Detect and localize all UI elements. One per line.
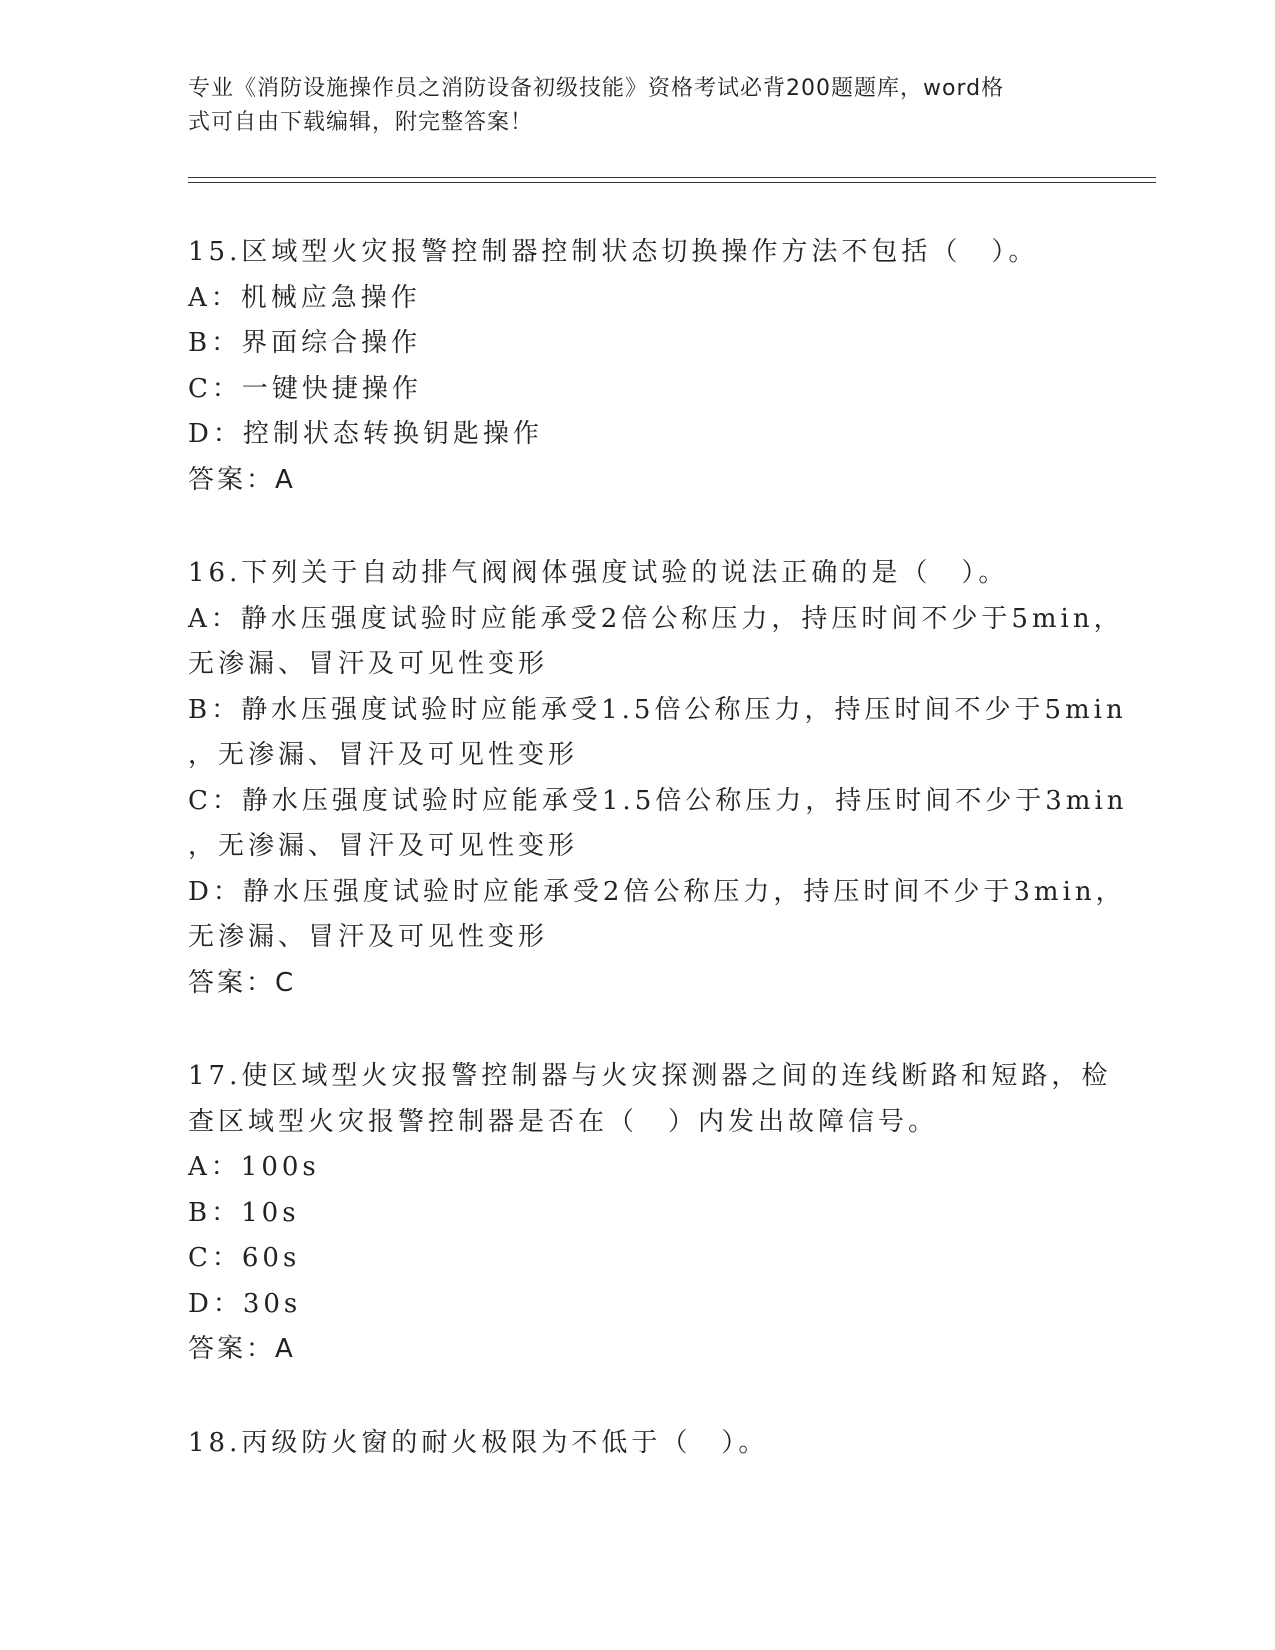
question-16 (188, 551, 1128, 1006)
option-b: B：静水压强度试验时应能承受1.5倍公称压力，持压时间不少于5min (188, 694, 1127, 725)
option-d-continued: 无渗漏、冒汗及可见性变形 (188, 922, 549, 952)
header-line-1: 专业《消防设施操作员之消防设备初级技能》资格考试必背200题题库，word格 (188, 76, 1005, 101)
option-b: B：界面综合操作 (188, 328, 422, 358)
header-divider-top (188, 177, 1156, 178)
option-b: B：10s (188, 1197, 300, 1228)
option-c: C：一键快捷操作 (188, 373, 422, 404)
option-b-continued: ，无渗漏、冒汗及可见性变形 (188, 740, 579, 770)
option-a-continued: 无渗漏、冒汗及可见性变形 (188, 649, 549, 679)
question-17 (188, 1054, 1112, 1373)
option-a: A：100s (188, 1152, 320, 1182)
question-stem-continued: 查区域型火灾报警控制器是否在（ ）内发出故障信号。 (188, 1106, 939, 1137)
question-list (188, 230, 1128, 1514)
option-d: D：控制状态转换钥匙操作 (188, 419, 543, 449)
question-stem: 15.区域型火灾报警控制器控制状态切换操作方法不包括（ ）。 (188, 237, 1039, 267)
question-stem: 17.使区域型火灾报警控制器与火灾探测器之间的连线断路和短路，检 (188, 1061, 1112, 1091)
option-d: D：30s (188, 1288, 302, 1319)
header-line-2: 式可自由下载编辑，附完整答案！ (188, 110, 534, 135)
answer: 答案：C (188, 967, 297, 998)
document-header (188, 72, 1088, 140)
option-c: C：静水压强度试验时应能承受1.5倍公称压力，持压时间不少于3min (188, 785, 1128, 816)
option-c: C：60s (188, 1243, 301, 1273)
option-a: A：机械应急操作 (188, 282, 421, 313)
option-a: A：静水压强度试验时应能承受2倍公称压力，持压时间不少于5min， (188, 603, 1124, 634)
question-stem: 18.丙级防火窗的耐火极限为不低于（ ）。 (188, 1427, 769, 1458)
question-15 (188, 230, 1068, 503)
option-c-continued: ，无渗漏、冒汗及可见性变形 (188, 831, 579, 861)
question-stem: 16.下列关于自动排气阀阀体强度试验的说法正确的是（ ）。 (188, 558, 1009, 588)
question-18 (188, 1421, 1068, 1467)
header-divider-bottom (188, 182, 1156, 183)
option-d: D：静水压强度试验时应能承受2倍公称压力，持压时间不少于3min， (188, 876, 1126, 907)
answer: 答案：A (188, 464, 296, 495)
answer: 答案：A (188, 1334, 296, 1364)
